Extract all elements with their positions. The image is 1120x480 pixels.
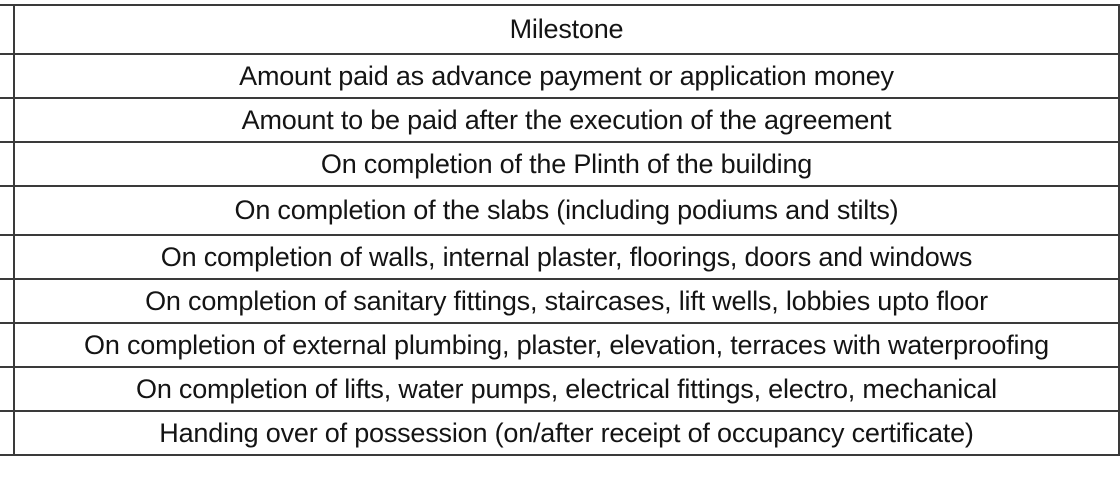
milestone-cell	[14, 411, 1119, 455]
milestone-cell	[14, 367, 1119, 411]
milestone-table	[0, 4, 1120, 456]
row-left-cell	[0, 279, 14, 323]
milestone-cell	[14, 186, 1119, 235]
row-left-cell	[0, 235, 14, 279]
table-row	[0, 186, 1119, 235]
milestone-header-cell	[14, 5, 1119, 54]
milestone-header-label: Milestone	[509, 14, 624, 44]
row-left-cell	[0, 142, 14, 186]
table-row	[0, 142, 1119, 186]
row-left-cell	[0, 323, 14, 367]
table-row	[0, 54, 1119, 98]
table-row	[0, 235, 1119, 279]
milestone-text: On completion of walls, internal plaster, floorings, doors and windows	[160, 241, 973, 272]
milestone-text: On completion of external plumbing, plaster, elevation, terraces with waterproofing	[84, 329, 1049, 360]
milestone-cell	[14, 323, 1119, 367]
milestone-cell	[14, 279, 1119, 323]
milestone-cell	[14, 235, 1119, 279]
milestone-text: Handing over of possession (on/after receipt of occupancy certificate)	[159, 417, 974, 448]
milestone-text: Amount to be paid after the execution of the agreement	[241, 104, 892, 135]
table-row	[0, 279, 1119, 323]
table-row	[0, 367, 1119, 411]
milestone-text: Amount paid as advance payment or application money	[239, 60, 894, 91]
milestone-text: On completion of lifts, water pumps, electrical fittings, electro, mechanical	[136, 373, 997, 404]
table-row	[0, 323, 1119, 367]
milestone-text: On completion of the slabs (including podiums and stilts)	[234, 195, 899, 225]
milestone-text: On completion of the Plinth of the building	[320, 148, 813, 179]
milestone-cell	[14, 142, 1119, 186]
row-left-cell	[0, 186, 14, 235]
table-header-row	[0, 5, 1119, 54]
row-left-cell	[0, 411, 14, 455]
milestone-text: On completion of sanitary fittings, staircases, lift wells, lobbies upto floor	[145, 285, 988, 316]
table-row	[0, 98, 1119, 142]
row-left-cell	[0, 54, 14, 98]
table-row	[0, 411, 1119, 455]
milestone-cell	[14, 98, 1119, 142]
header-left-cell	[0, 5, 14, 54]
row-left-cell	[0, 367, 14, 411]
row-left-cell	[0, 98, 14, 142]
milestone-cell	[14, 54, 1119, 98]
